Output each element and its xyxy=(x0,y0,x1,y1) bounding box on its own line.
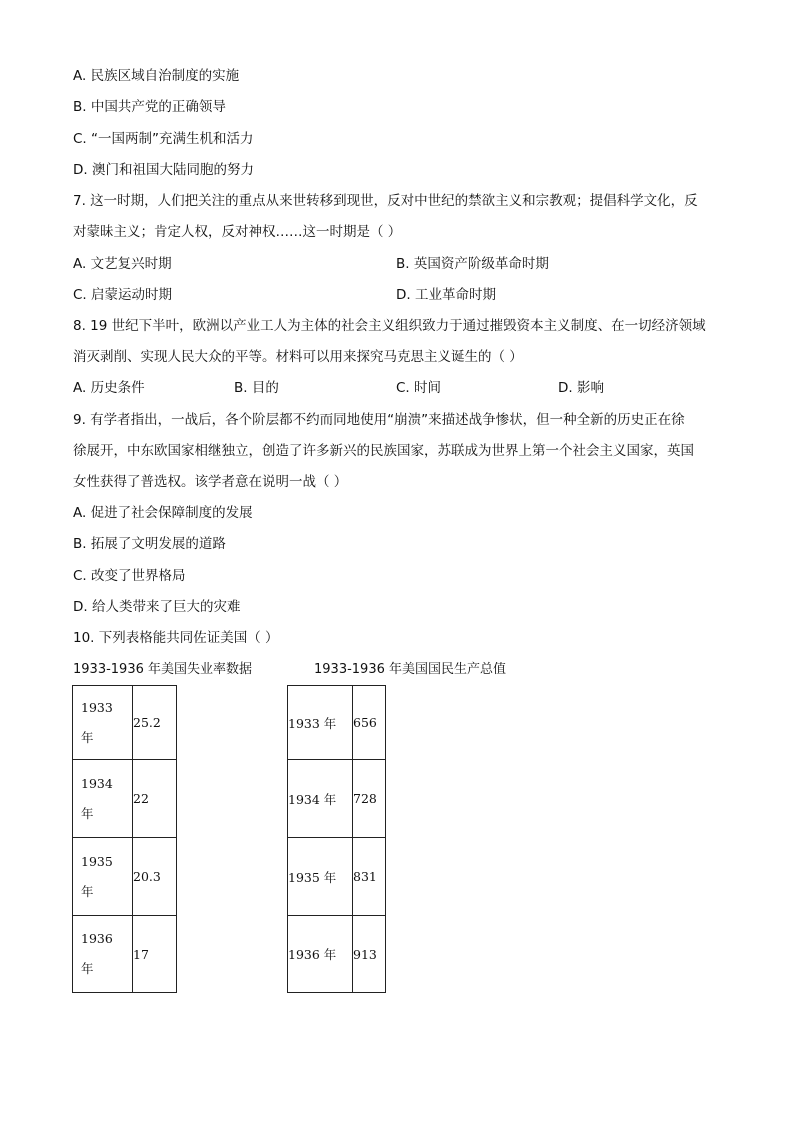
q9-stem-line2: 徐展开，中东欧国家相继独立，创造了许多新兴的民族国家，苏联成为世界上第一个社会主义国家，英国 xyxy=(73,443,694,459)
q9-option-b: B. 拓展了文明发展的道路 xyxy=(73,536,226,552)
q6-option-d: D. 澳门和祖国大陆同胞的努力 xyxy=(73,162,254,178)
year-cell: 1936 年 xyxy=(288,916,353,993)
q8-option-c: C. 时间 xyxy=(396,380,442,396)
q8-option-b: B. 目的 xyxy=(234,380,279,396)
table-row xyxy=(288,838,386,916)
table-row xyxy=(73,760,177,838)
unemployment-table xyxy=(72,685,177,993)
q6-option-a: A. 民族区域自治制度的实施 xyxy=(73,68,240,84)
q9-option-c: C. 改变了世界格局 xyxy=(73,568,186,584)
year-cell: 1933 年 xyxy=(288,686,353,760)
value-cell: 20.3 xyxy=(133,838,177,916)
q8-option-a: A. 历史条件 xyxy=(73,380,145,396)
q9-stem-line1: 9. 有学者指出，一战后，各个阶层都不约而同地使用“崩溃”来描述战争惨状，但一种全新的历史正在徐 xyxy=(73,412,685,428)
q10-stem: 10. 下列表格能共同佐证美国（ ） xyxy=(73,630,279,646)
value-cell: 831 xyxy=(353,838,386,916)
value-cell: 913 xyxy=(353,916,386,993)
value-cell: 656 xyxy=(353,686,386,760)
q9-option-a: A. 促进了社会保障制度的发展 xyxy=(73,505,253,521)
year-cell: 1935 年 xyxy=(73,838,133,916)
value-cell: 728 xyxy=(353,760,386,838)
year-cell: 1933 年 xyxy=(73,686,133,760)
q8-option-d: D. 影响 xyxy=(558,380,604,396)
q7-stem-line1: 7. 这一时期，人们把关注的重点从来世转移到现世，反对中世纪的禁欲主义和宗教观；提倡科学文化，反 xyxy=(73,193,698,209)
table-row xyxy=(288,760,386,838)
q7-stem-line2: 对蒙昧主义；肯定人权，反对神权……这一时期是（ ） xyxy=(73,224,402,240)
value-cell: 22 xyxy=(133,760,177,838)
q7-option-a: A. 文艺复兴时期 xyxy=(73,256,172,272)
gnp-table xyxy=(287,685,386,993)
table-row xyxy=(73,686,177,760)
table-row xyxy=(288,916,386,993)
table-row xyxy=(73,916,177,993)
value-cell: 17 xyxy=(133,916,177,993)
unemployment-table-caption: 1933-1936 年美国失业率数据 xyxy=(73,662,252,677)
q7-option-c: C. 启蒙运动时期 xyxy=(73,287,173,303)
q6-option-c: C. “一国两制”充满生机和活力 xyxy=(73,131,254,147)
q6-option-b: B. 中国共产党的正确领导 xyxy=(73,99,226,115)
year-cell: 1934 年 xyxy=(288,760,353,838)
table-row xyxy=(288,686,386,760)
gnp-table-caption: 1933-1936 年美国国民生产总值 xyxy=(314,662,506,677)
year-cell: 1936 年 xyxy=(73,916,133,993)
q9-option-d: D. 给人类带来了巨大的灾难 xyxy=(73,599,241,615)
q9-stem-line3: 女性获得了普选权。该学者意在说明一战（ ） xyxy=(73,474,348,490)
q7-option-b: B. 英国资产阶级革命时期 xyxy=(396,256,549,272)
q8-stem-line2: 消灭剥削、实现人民大众的平等。材料可以用来探究马克思主义诞生的（ ） xyxy=(73,349,523,365)
value-cell: 25.2 xyxy=(133,686,177,760)
q8-stem-line1: 8. 19 世纪下半叶，欧洲以产业工人为主体的社会主义组织致力于通过摧毁资本主义制度、在一切经济领域 xyxy=(73,318,706,334)
table-row xyxy=(73,838,177,916)
year-cell: 1934 年 xyxy=(73,760,133,838)
q7-option-d: D. 工业革命时期 xyxy=(396,287,496,303)
year-cell: 1935 年 xyxy=(288,838,353,916)
